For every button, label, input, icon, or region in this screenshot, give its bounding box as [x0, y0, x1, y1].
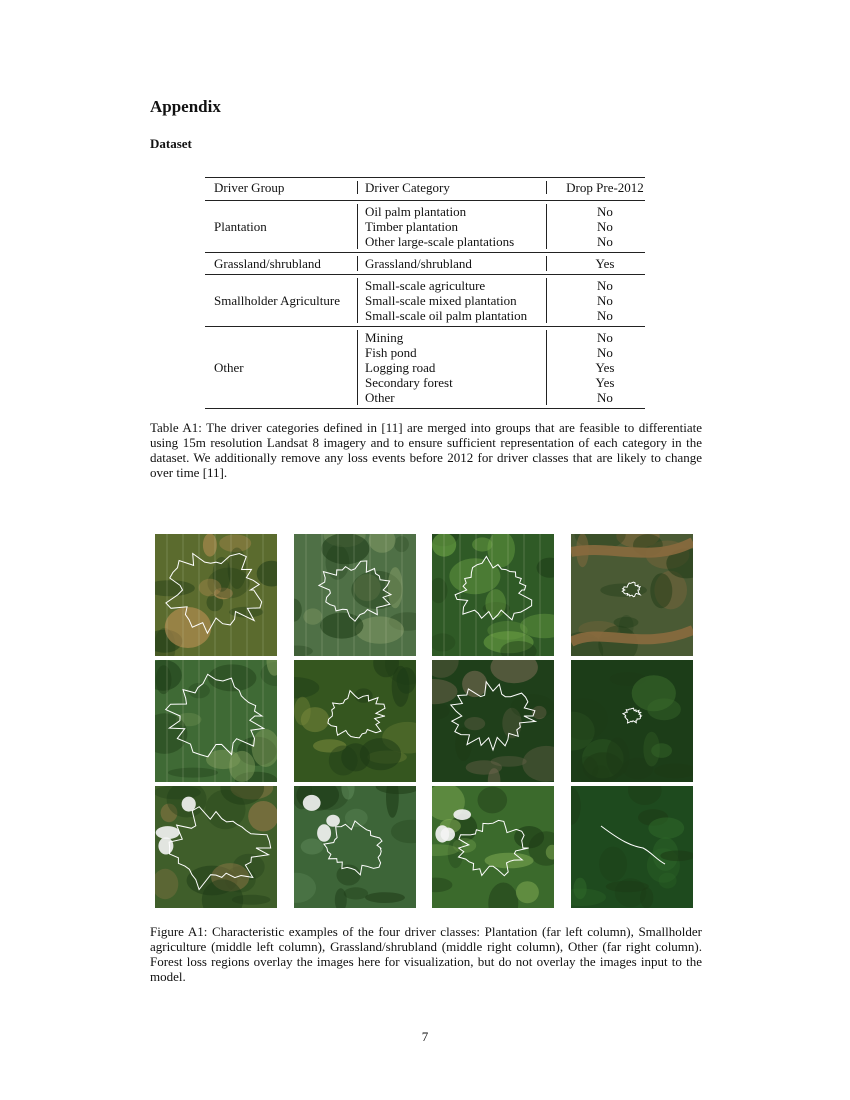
table-category-cell: Small-scale mixed plantation: [365, 293, 517, 308]
column-divider: [357, 181, 358, 194]
table-drop-cell: No: [597, 308, 613, 323]
table-category-cell: Fish pond: [365, 345, 417, 360]
table-category-cell: Grassland/shrubland: [365, 256, 472, 271]
table-category-cell: Other large-scale plantations: [365, 234, 515, 249]
figure-grid: [155, 534, 695, 909]
satellite-tile: [432, 786, 554, 908]
column-divider: [546, 181, 547, 194]
table-drop-cell: No: [597, 345, 613, 360]
subsection-heading: Dataset: [150, 136, 192, 151]
column-divider: [546, 204, 547, 249]
table-category-cell: Small-scale agriculture: [365, 278, 486, 293]
table-group-cell: Grassland/shrubland: [214, 256, 321, 271]
column-divider: [357, 204, 358, 249]
table-drop-cell: No: [597, 234, 613, 249]
satellite-tile: [432, 534, 554, 656]
table-caption: Table A1: The driver categories defined in [11] are merged into groups that are feasible to differentiate using 15m resolution Landsat 8 imagery and to ensure sufficient representation of each category in the dataset. We additionally remove any loss events before 2012 for driver classes that are likely to change over time [11].: [150, 420, 702, 480]
figure-caption: Figure A1: Characteristic examples of the four driver classes: Plantation (far left column), Smallholder agriculture (middle left column), Grassland/shrubland (middle right column), Other (far right column). Forest loss regions overlay the images here for visualization, but do not overlay the images input to the model.: [150, 924, 702, 984]
column-divider: [357, 278, 358, 323]
table-drop-cell: No: [597, 390, 613, 405]
table-drop-cell: No: [597, 293, 613, 308]
table-category-cell: Mining: [365, 330, 404, 345]
satellite-tile: [571, 660, 693, 782]
table-category-cell: Small-scale oil palm plantation: [365, 308, 528, 323]
table-group-rule: [205, 274, 645, 275]
satellite-tile: [155, 660, 277, 782]
table-category-cell: Logging road: [365, 360, 436, 375]
column-divider: [357, 256, 358, 271]
table-group-cell: Other: [214, 360, 244, 375]
satellite-tile: [571, 534, 693, 656]
satellite-tile: [294, 534, 416, 656]
table-category-cell: Oil palm plantation: [365, 204, 467, 219]
column-divider: [546, 256, 547, 271]
column-divider: [357, 330, 358, 405]
satellite-tile: [294, 660, 416, 782]
table-header: Driver Category: [365, 180, 450, 195]
table-bottom-rule: [205, 408, 645, 409]
table-top-rule: [205, 177, 645, 178]
satellite-tile: [155, 534, 277, 656]
section-heading: Appendix: [150, 97, 221, 116]
table-header-rule: [205, 200, 645, 201]
table-drop-cell: No: [597, 219, 613, 234]
table-drop-cell: No: [597, 278, 613, 293]
page-number: 7: [421, 1029, 429, 1044]
column-divider: [546, 278, 547, 323]
table-drop-cell: Yes: [595, 375, 615, 390]
table-header: Drop Pre-2012: [566, 180, 644, 195]
satellite-tile: [155, 786, 277, 908]
satellite-tile: [432, 660, 554, 782]
satellite-tile: [294, 786, 416, 908]
table-drop-cell: Yes: [595, 360, 615, 375]
table-group-rule: [205, 252, 645, 253]
satellite-tile: [571, 786, 693, 908]
table-category-cell: Secondary forest: [365, 375, 453, 390]
table-group-cell: Plantation: [214, 219, 267, 234]
table-drop-cell: No: [597, 330, 613, 345]
table-drop-cell: Yes: [595, 256, 615, 271]
table-group-rule: [205, 326, 645, 327]
table-drop-cell: No: [597, 204, 613, 219]
table-category-cell: Other: [365, 390, 395, 405]
table-group-cell: Smallholder Agriculture: [214, 293, 341, 308]
table-header: Driver Group: [214, 180, 285, 195]
column-divider: [546, 330, 547, 405]
table-category-cell: Timber plantation: [365, 219, 459, 234]
